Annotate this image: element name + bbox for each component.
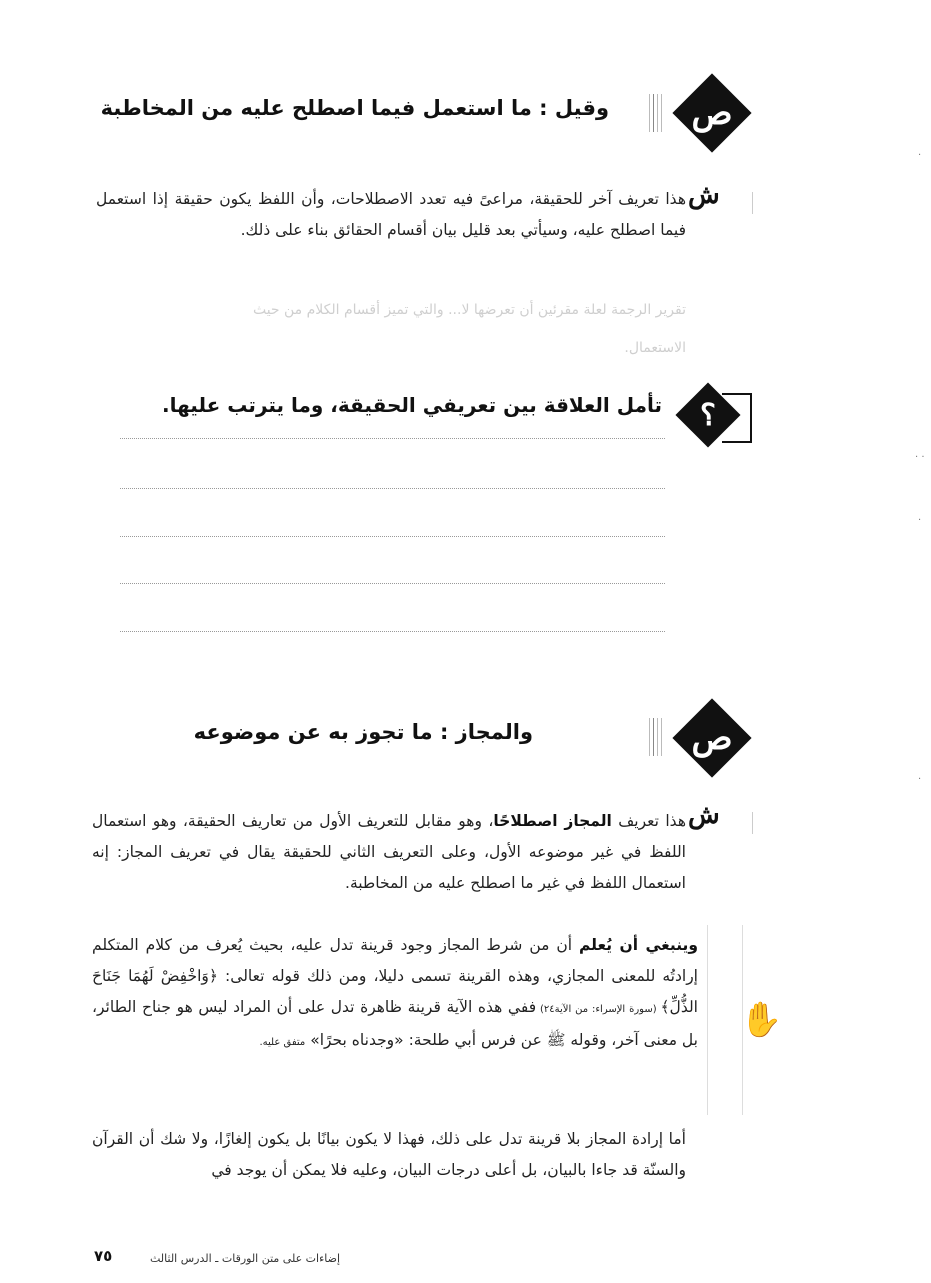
hadith-reference: متفق عليه. xyxy=(259,1037,306,1048)
hand-icon: ✋ xyxy=(740,1000,783,1040)
paragraph-section1: هذا تعريف آخر للحقيقة، مراعىً فيه تعدد الاصطلاحات، وأن اللفظ يكون حقيقة إذا استعمل فيما اصطلح عليه، وسيأتي بعد قليل بيان أقسام الحقائق بناء على ذلك. xyxy=(96,190,686,239)
question-heading: تأمل العلاقة بين تعريفي الحقيقة، وما يترتب عليها. xyxy=(162,393,662,417)
page-number: ٧٥ xyxy=(94,1247,113,1265)
edge-mark: . xyxy=(918,512,922,523)
section-badge-label: ص xyxy=(691,718,733,758)
faded-line-2: الاستعمال. xyxy=(624,340,686,356)
section-heading: والمجاز : ما تجوز به عن موضوعه xyxy=(193,720,533,744)
answer-line-4[interactable] xyxy=(120,583,665,584)
edge-mark: · xyxy=(918,774,922,785)
sharh-divider xyxy=(752,812,753,834)
paragraph-note xyxy=(92,930,698,1058)
answer-line-1[interactable] xyxy=(120,438,665,439)
question-icon: ؟ xyxy=(700,397,716,433)
answer-line-2[interactable] xyxy=(120,488,665,489)
decor-bars xyxy=(628,718,662,756)
text: هذا تعريف xyxy=(611,812,686,830)
sidebar-note-frame xyxy=(707,925,743,1115)
faded-line-1: تقرير الرجمة لعلة مقرئين أن تعرضها لا... والتي تميز أقسام الكلام من حيث xyxy=(252,302,686,318)
edge-mark: · xyxy=(918,150,922,161)
quran-verse: ﴿وَاخْفِضْ لَهُمَا جَنَاحَ الذُّلِّ﴾ xyxy=(92,967,698,1016)
sharh-divider xyxy=(752,192,753,214)
section-heading: وقيل : ما استعمل فيما اصطلح عليه من المخاطبة xyxy=(100,96,609,120)
footer-title: إضاءات على متن الورقات ـ الدرس الثالث xyxy=(150,1252,341,1265)
sharh-badge: ش xyxy=(688,180,720,210)
term-bold: المجاز اصطلاحًا xyxy=(493,812,612,830)
decor-bars xyxy=(628,94,662,132)
answer-line-3[interactable] xyxy=(120,536,665,537)
sharh-badge: ش xyxy=(688,800,720,830)
note-bold: وينبغي أن يُعلم xyxy=(579,936,698,954)
edge-mark: · · xyxy=(915,452,925,463)
paragraph-section2-end: أما إرادة المجاز بلا قرينة تدل على ذلك، فهذا لا يكون بيانًا بل يكون إلغازًا، ولا شك أن القرآن والسنّة قد جاءا بالبيان، بل أعلى درجات البيان، وعليه فلا يمكن أن يوجد في xyxy=(92,1130,686,1179)
section-badge-label: ص xyxy=(691,93,733,133)
answer-line-5[interactable] xyxy=(120,631,665,632)
verse-reference: (سورة الإسراء: من الآية٢٤) xyxy=(536,1004,661,1015)
text: ، وهو مقابل للتعريف الأول من تعاريف الحقيقة، وهو استعمال اللفظ في غير موضوعه الأول، وعلى التعريف الثاني للحقيقة يقال في تعريف المجاز: إنه استعمال اللفظ في غير ما اصطلح عليه من المخاطبة. xyxy=(92,812,686,892)
text: أن من شرط المجاز وجود قرينة تدل عليه، بحيث يُعرف من كلام المتكلم إرادتُه للمعنى المجازي، وهذه القرينة تسمى دليلا، ومن ذلك قوله تعالى: xyxy=(92,936,698,985)
paragraph-definition xyxy=(92,806,686,899)
text: ففي هذه الآية قرينة ظاهرة تدل على أن المراد ليس هو جناح الطائر، بل معنى آخر، وقوله ﷺ عن فرس أبي طلحة: «وجدناه بحرًا» xyxy=(92,998,698,1049)
